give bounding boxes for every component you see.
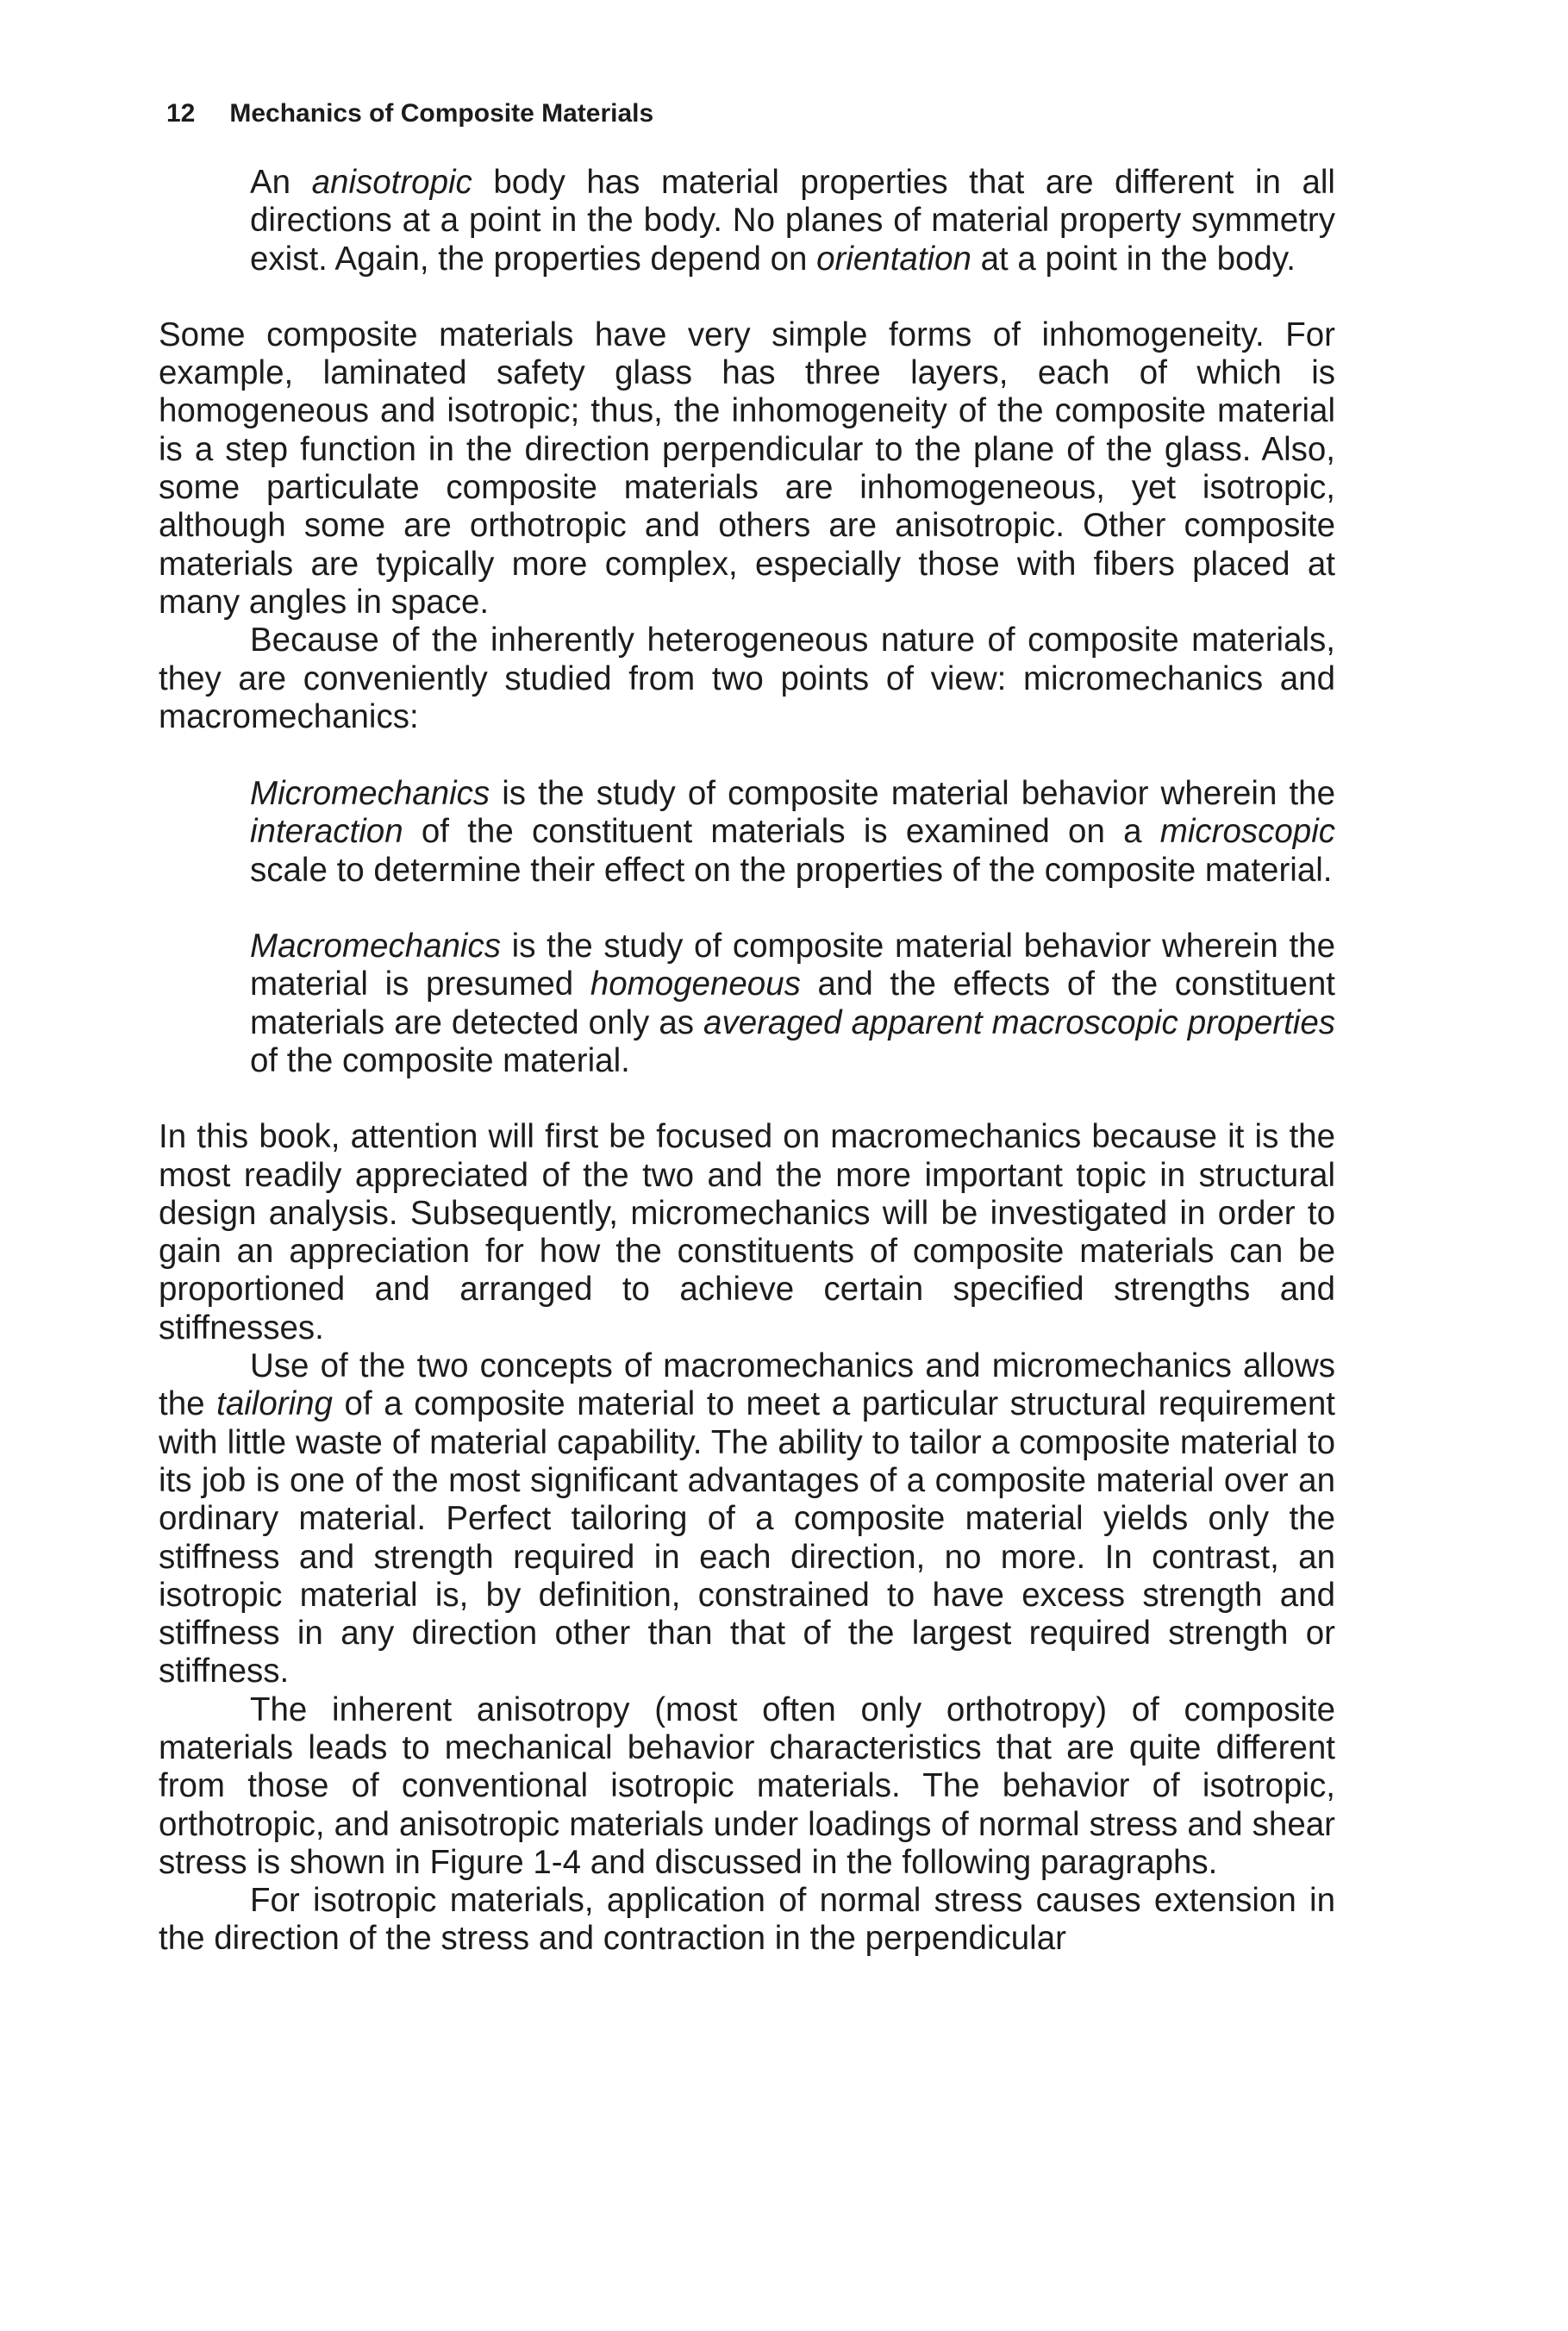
italic-term: anisotropic [311,164,472,201]
text-run: scale to determine their effect on the properties of the composite material. [250,851,1333,889]
text-run: body has material properties that are different in all directions at a point in the body. No planes of material property symmetry exist. Again, the properties depend on [250,164,1335,278]
paragraph-book-focus [159,1118,1335,1347]
paragraph-tailoring [159,1347,1335,1691]
text-run: is the study of composite material behavior wherein the material is presumed [250,928,1335,1003]
text-run: of the composite material. [250,1041,630,1079]
paragraph-inhomogeneity [159,316,1335,622]
page-number: 12 [166,99,196,128]
body-text [159,164,1335,1959]
paragraph-macromechanics-definition [159,928,1335,1080]
paragraph-micromechanics-definition [159,775,1335,890]
italic-term: Macromechanics [250,928,501,966]
text-run: Use of the two concepts of macromechanics and micromechanics allows the [159,1347,1335,1423]
text-run: and the effects of the constituent materials are detected only as [250,966,1335,1041]
text-run: For isotropic materials, application of normal stress causes extension in the direction of the stress and contraction in the perpendicular [159,1882,1335,1958]
italic-term: homogeneous [590,966,801,1003]
italic-term: interaction [250,813,403,851]
text-run: An [250,164,312,201]
running-title: Mechanics of Composite Materials [229,99,654,128]
italic-term: Micromechanics [250,775,490,813]
running-header [166,97,653,131]
text-run: of the constituent materials is examined on a [403,813,1160,851]
paragraph-isotropic-normal-stress [159,1882,1335,1959]
italic-term: orientation [816,240,971,278]
text-run: In this book, attention will first be focused on macromechanics because it is the most readily appreciated of the two and the more important topic in structural design analysis. Subsequently, micromechanics will be investigated in order to gain an appreciation for how the constituents of composite materials can be proportioned and arranged to achieve certain specified strengths and stiffnesses. [159,1118,1335,1347]
text-run: The inherent anisotropy (most often only orthotropy) of composite materials leads to mechanical behavior characteristics that are quite different from those of conventional isotropic materials. The behavior of isotropic, orthotropic, and anisotropic materials under loadings of normal stress and shear stress is shown in Figure 1-4 and discussed in the following paragraphs. [159,1690,1335,1881]
text-run: Because of the inherently heterogeneous nature of composite materials, they are conveniently studied from two points of view: micromechanics and macromechanics: [159,622,1335,735]
italic-term: tailoring [216,1385,333,1423]
text-run: of a composite material to meet a particular structural requirement with little waste of material capability. The ability to tailor a composite material to its job is one of the most significant advantages of a composite material over an ordinary material. Perfect tailoring of a composite material yields only the stiffness and strength required in each direction, no more. In contrast, an isotropic material is, by definition, constrained to have excess strength and stiffness in any direction other than that of the largest required strength or stiffness. [159,1385,1335,1690]
text-run: is the study of composite material behavior wherein the [490,775,1335,813]
italic-term: averaged apparent macroscopic properties [703,1003,1335,1041]
italic-term: microscopic [1159,813,1335,851]
text-run: Some composite materials have very simple forms of inhomogeneity. For example, laminated safety glass has three layers, each of which is homogeneous and isotropic; thus, the inhomogeneity of the composite material is a step function in the direction perpendicular to the plane of the glass. Also, some particulate composite materials are inhomogeneous, yet isotropic, although some are orthotropic and others are anisotropic. Other composite materials are typically more complex, especially those with fibers placed at many angles in space. [159,316,1335,621]
paragraph-anisotropic-definition [159,164,1335,278]
paragraph-two-points-of-view [159,622,1335,736]
text-run: at a point in the body. [971,240,1296,278]
paragraph-inherent-anisotropy [159,1691,1335,1882]
